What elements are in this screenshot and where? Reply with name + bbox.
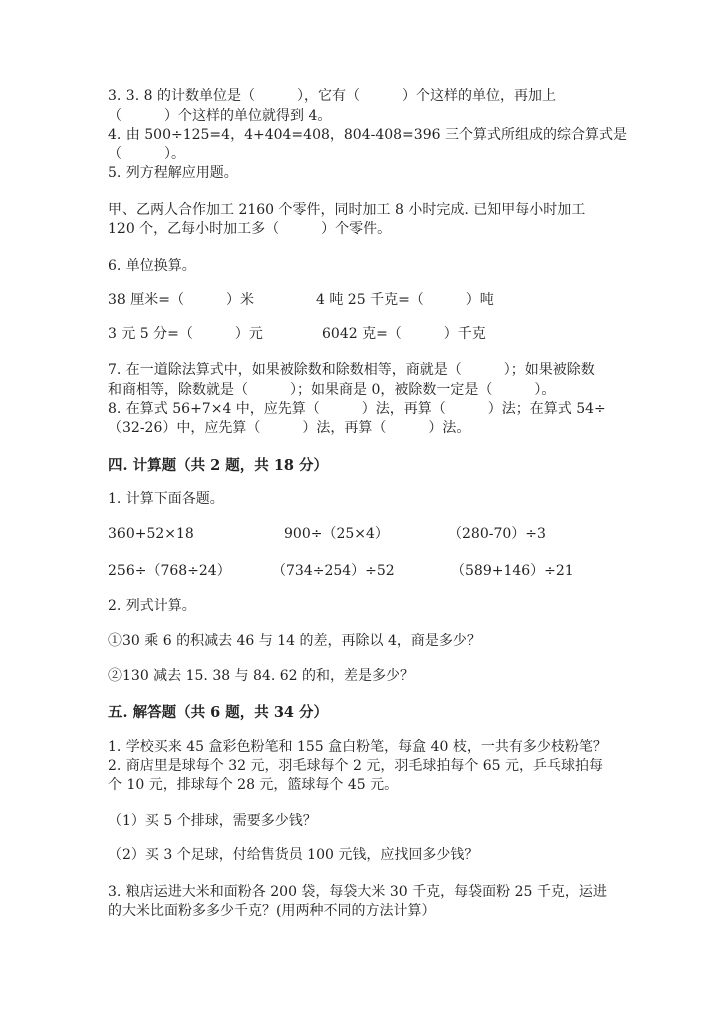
- unit-conversion-c: 3 元 5 分=（ ）元: [108, 326, 263, 342]
- question-8-line-2: （32-26）中，应先算（ ）法，再算（ ）法。: [108, 420, 471, 436]
- question-5-title: 5. 列方程解应用题。: [108, 165, 238, 181]
- answer-question-2-sub-1: （1）买 5 个排球，需要多少钱？: [108, 813, 317, 829]
- answer-question-1: 1. 学校买来 45 盒彩色粉笔和 155 盒白粉笔，每盒 40 枝，一共有多少枝粉笔？: [108, 739, 607, 755]
- calc-question-2-title: 2. 列式计算。: [108, 598, 196, 614]
- calc-item-6: （589+146）÷21: [451, 563, 574, 579]
- question-4-line-1: 4. 由 500÷125=4，4+404=408，804-408=396 三个算式所组成的综合算式是: [108, 127, 627, 143]
- question-3-line-1: 3. 3. 8 的计数单位是（ ），它有（ ）个这样的单位，再加上: [108, 88, 556, 104]
- answer-question-2-line-1: 2. 商店里是球每个 32 元，羽毛球每个 2 元，羽毛球拍每个 65 元，乒乓球拍每: [108, 758, 604, 774]
- question-7-line-1: 7. 在一道除法算式中，如果被除数和除数相等，商就是（ ）；如果被除数: [108, 362, 595, 378]
- unit-conversion-a: 38 厘米=（ ）米: [108, 292, 254, 308]
- question-6-title: 6. 单位换算。: [108, 258, 196, 274]
- calc-item-1: 360+52×18: [108, 526, 194, 542]
- question-8-line-1: 8. 在算式 56+7×4 中，应先算（ ）法，再算（ ）法；在算式 54÷: [108, 401, 606, 417]
- question-4-line-2: （ ）。: [108, 146, 185, 162]
- question-5-line-2: 120 个，乙每小时加工多（ ）个零件。: [108, 221, 392, 237]
- calc-item-2: 900÷（25×4）: [284, 526, 389, 542]
- answer-question-3-line-1: 3. 粮店运进大米和面粉各 200 袋，每袋大米 30 千克，每袋面粉 25 千克，运进: [108, 884, 607, 900]
- calc-question-1-title: 1. 计算下面各题。: [108, 491, 224, 507]
- section-5-heading: 五. 解答题（共 6 题，共 34 分）: [108, 704, 329, 721]
- question-7-line-2: 和商相等，除数就是（ ）；如果商是 0，被除数一定是（ ）。: [108, 382, 556, 398]
- calc-question-2-b: ②130 减去 15. 38 与 84. 62 的和，差是多少？: [108, 668, 415, 684]
- answer-question-2-sub-2: （2）买 3 个足球，付给售货员 100 元钱，应找回多少钱？: [108, 847, 479, 863]
- question-5-line-1: 甲、乙两人合作加工 2160 个零件，同时加工 8 小时完成. 已知甲每小时加工: [108, 202, 586, 218]
- calc-item-5: （734÷254）÷52: [272, 563, 395, 579]
- calc-item-4: 256÷（768÷24）: [108, 563, 231, 579]
- unit-conversion-d: 6042 克=（ ）千克: [322, 326, 486, 342]
- question-3-line-2: （ ）个这样的单位就得到 4。: [108, 108, 332, 124]
- section-4-heading: 四. 计算题（共 2 题，共 18 分）: [108, 457, 329, 474]
- calc-question-2-a: ①30 乘 6 的积减去 46 与 14 的差，再除以 4，商是多少？: [108, 633, 481, 649]
- answer-question-2-line-2: 个 10 元，排球每个 28 元，篮球每个 45 元。: [108, 777, 399, 793]
- calc-item-3: （280-70）÷3: [448, 526, 546, 542]
- unit-conversion-b: 4 吨 25 千克=（ ）吨: [316, 292, 494, 308]
- answer-question-3-line-2: 的大米比面粉多多少千克？(用两种不同的方法计算）: [108, 903, 436, 919]
